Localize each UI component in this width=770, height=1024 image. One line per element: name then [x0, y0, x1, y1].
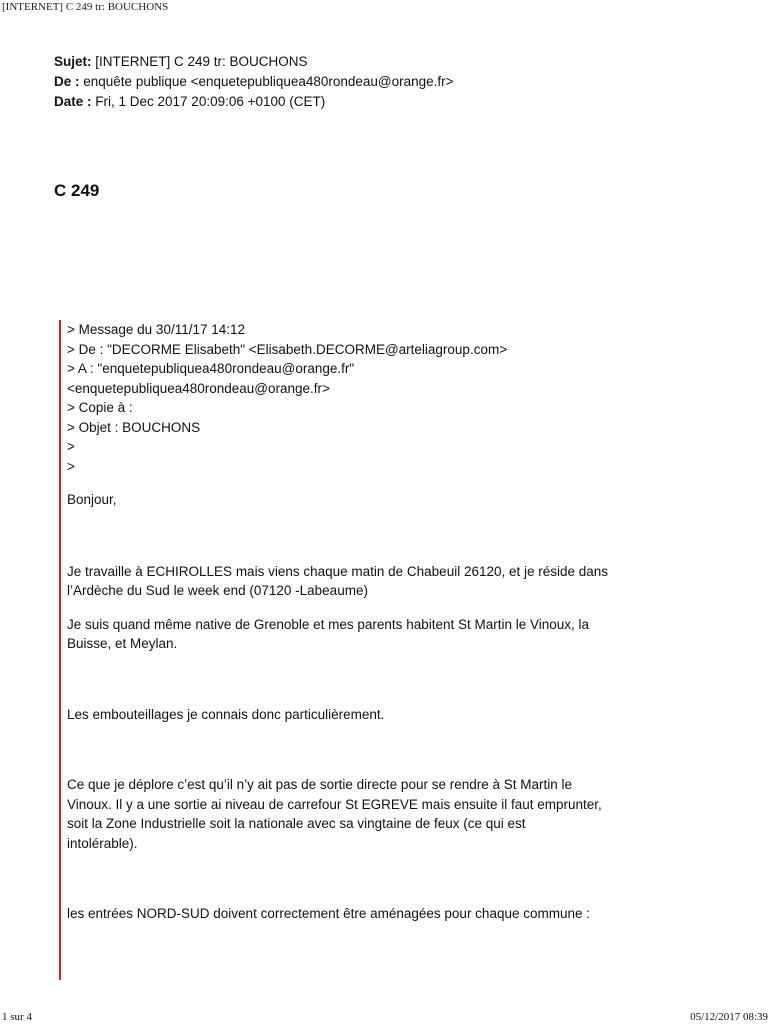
- paragraph-3: [67, 705, 721, 725]
- paragraph-4: [67, 775, 721, 853]
- from-label: De :: [54, 74, 80, 89]
- subject-value: [INTERNET] C 249 tr: BOUCHONS: [91, 54, 308, 69]
- print-timestamp: 05/12/2017 08:39: [690, 1011, 768, 1023]
- email-headers: [54, 52, 454, 112]
- document-title: C 249: [54, 181, 100, 200]
- paragraph-1: [67, 562, 721, 601]
- paragraph-5: [67, 904, 721, 924]
- subject-row: [54, 52, 454, 72]
- print-header-title: [INTERNET] C 249 tr: BOUCHONS: [2, 1, 169, 13]
- date-value: Fri, 1 Dec 2017 20:09:06 +0100 (CET): [91, 94, 326, 109]
- forwarded-line: > Copie à :: [67, 400, 133, 415]
- paragraph-line: l’Ardèche du Sud le week end (07120 -Labeaume): [67, 583, 368, 598]
- quoted-message-content: [61, 320, 721, 924]
- paragraph-line: Buisse, et Meylan.: [67, 636, 178, 651]
- forwarded-line: >: [67, 439, 75, 454]
- paragraph-line: soit la Zone Industrielle soit la nationale avec sa vingtaine de feux (ce qui est: [67, 816, 526, 831]
- forwarded-line: > De : "DECORME Elisabeth" <Elisabeth.DECORME@arteliagroup.com>: [67, 341, 508, 357]
- greeting: Bonjour,: [67, 492, 117, 507]
- subject-label: Sujet:: [54, 54, 92, 69]
- paragraph-line: les entrées NORD-SUD doivent correctement être aménagées pour chaque commune :: [67, 906, 590, 921]
- date-label: Date :: [54, 94, 92, 109]
- quoted-message: [59, 320, 721, 980]
- forwarded-line: >: [67, 458, 75, 474]
- paragraph-line: Je suis quand même native de Grenoble et mes parents habitent St Martin le Vinoux, la: [67, 616, 590, 632]
- paragraph-line: Ce que je déplore c’est qu’il n’y ait pas de sortie directe pour se rendre à St Martin le: [67, 777, 573, 792]
- forwarded-line: <enquetepubliquea480rondeau@orange.fr>: [67, 380, 330, 396]
- paragraph-line: Je travaille à ECHIROLLES mais viens chaque matin de Chabeuil 26120, et je réside dans: [67, 563, 609, 579]
- paragraph-2: [67, 615, 721, 654]
- paragraph-line: intolérable).: [67, 835, 138, 851]
- date-row: [54, 92, 454, 112]
- from-row: [54, 72, 454, 92]
- forwarded-line: > Objet : BOUCHONS: [67, 419, 201, 435]
- forwarded-line: > A : "enquetepubliquea480rondeau@orange.fr": [67, 361, 355, 376]
- forwarded-line: > Message du 30/11/17 14:12: [67, 322, 246, 337]
- paragraph-line: Vinoux. Il y a une sortie ai niveau de carrefour St EGREVE mais ensuite il faut emprunter,: [67, 796, 602, 812]
- from-value: enquête publique <enquetepubliquea480rondeau@orange.fr>: [79, 74, 454, 89]
- paragraph-line: Les embouteillages je connais donc particulièrement.: [67, 706, 385, 722]
- page-indicator: 1 sur 4: [2, 1011, 32, 1023]
